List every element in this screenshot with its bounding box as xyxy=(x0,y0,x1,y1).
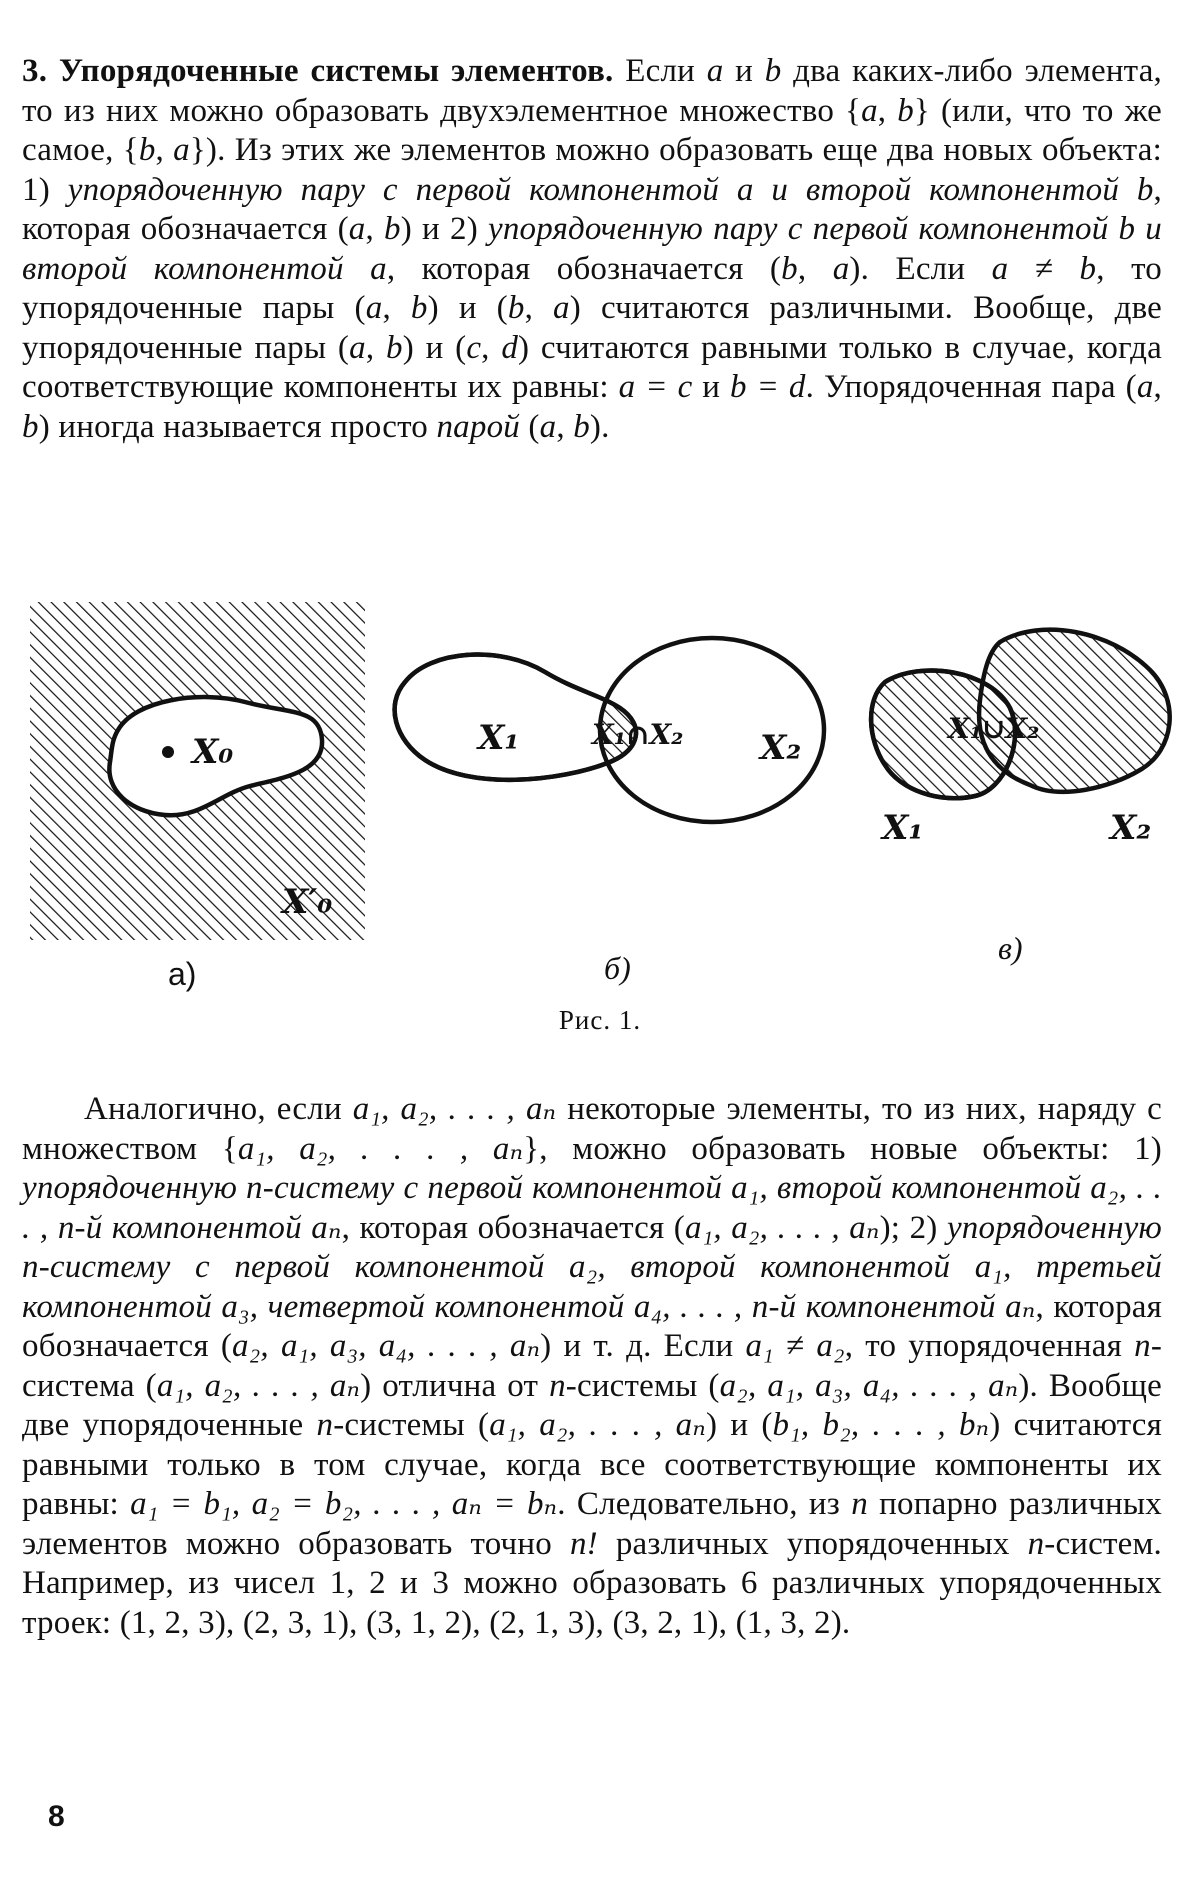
paragraph-2-text-run: ); 2) xyxy=(879,1209,947,1246)
paragraph-2-text-run: упорядоченную n-систему с первой компонентой a₁, второй компонентой a₂, . . . , n-й компонентой aₙ xyxy=(22,1170,1162,1246)
paragraph-1-text-run: a xyxy=(553,290,570,326)
paragraph-2-text-run: a₁, a₂, . . . , aₙ xyxy=(685,1209,880,1246)
label-v-x1: X₁ xyxy=(882,808,924,848)
paragraph-2-text-run: a₁ ≠ a₂ xyxy=(745,1328,845,1364)
paragraph-2-text-run: ). Вообще две упорядоченные xyxy=(22,1367,1162,1443)
paragraph-1-text-run: a xyxy=(1136,369,1154,405)
paragraph-1-text-run: a xyxy=(349,329,366,366)
paragraph-1-text-run: , xyxy=(877,92,898,129)
paragraph-2-text-run: ) считаются равными только в том случае, когда все соответствующие компоненты их равны: xyxy=(22,1407,1163,1522)
paragraph-2-text-run: n! xyxy=(569,1525,598,1562)
paragraph-1-text-run: }). Из этих же элементов можно образовать еще два новых объекта: 1) xyxy=(22,132,1162,208)
paragraph-1-text-run: b = d xyxy=(730,369,806,405)
label-v-union: X₁∪X₂ xyxy=(948,712,1040,745)
paragraph-1-text-run: упорядоченную пару с первой компонентой b и второй компонентой a xyxy=(22,211,1163,287)
paragraph-1-text-run: ( xyxy=(519,408,540,445)
paragraph-2-text-run: n xyxy=(1134,1328,1151,1364)
label-v-x2: X₂ xyxy=(1110,808,1152,848)
paragraph-2-text-run: a₁, a₂, . . . , aₙ xyxy=(237,1130,524,1167)
paragraph-1-text-run: a xyxy=(173,132,190,168)
paragraph-1-text-run: a xyxy=(861,92,878,129)
paragraph-1-text-run: a ≠ b xyxy=(991,250,1097,287)
paragraph-1-text-run: a xyxy=(365,290,383,326)
paragraph-1-text-run: } (или, что то же самое, { xyxy=(22,92,1162,168)
section-heading: Упорядоченные системы элементов. xyxy=(58,53,614,89)
paragraph-1-text-run: . Упорядоченная пара ( xyxy=(805,369,1137,405)
paragraph-2-text-run: . Следовательно, из xyxy=(557,1486,852,1522)
paragraph-1-text-run: ) считаются различными. Вообще, две упорядоченные пары ( xyxy=(22,290,1163,366)
paragraph-2-text-run: a₂, a₁, a₃, a₄, . . . , aₙ xyxy=(719,1367,1019,1404)
paragraph-1-text-run: и xyxy=(692,369,731,405)
paragraph-2-text-run: различных упорядоченных xyxy=(597,1525,1028,1562)
paragraph-2-text-run: попарно различных элементов можно образовать точно xyxy=(22,1486,1162,1562)
paragraph-1-text-run: , xyxy=(797,250,833,287)
paragraph-1-text-run: a xyxy=(348,211,366,247)
paragraph-1-text-run: , которая обозначается ( xyxy=(22,171,1162,247)
paragraph-1-text-run: , xyxy=(155,132,174,168)
paragraph-1-text-run: , xyxy=(365,329,386,366)
paragraph-2-text-run: -системы ( xyxy=(565,1367,720,1404)
point-x0 xyxy=(162,746,174,758)
paragraph-2-text-run: a₁ = b₁, a₂ = b₂, . . . , aₙ = bₙ xyxy=(130,1486,558,1522)
paragraph-1-text-run: b xyxy=(385,329,403,366)
paragraph-1-text-run: b xyxy=(384,211,401,247)
paragraph-2-text-run: b₁, b₂, . . . , bₙ xyxy=(772,1407,990,1443)
paragraph-1-text-run: b xyxy=(781,250,798,287)
paragraph-1-text-run: a xyxy=(539,408,557,445)
paragraph-1-text-run: , xyxy=(556,408,574,445)
paragraph-1-text-run: упорядоченную пару с первой компонентой a и второй компонентой b xyxy=(67,171,1154,208)
paragraph-1-text-run: , которая обозначается ( xyxy=(386,250,782,287)
paragraph-1-text-run: , xyxy=(481,329,502,366)
paragraph-1-text-run: ) и ( xyxy=(427,290,508,326)
paragraph-1-text-run: a xyxy=(706,53,724,89)
paragraph-1-text-run: ). xyxy=(589,408,610,445)
paragraph-1-text-run: b xyxy=(507,290,525,326)
label-b-intersection: X₁∩X₂ xyxy=(592,718,684,751)
paragraph-1-body xyxy=(22,53,1162,445)
page-number: 8 xyxy=(48,1800,65,1833)
paragraph-1-text-run: ). Если xyxy=(849,250,992,287)
paragraph-2-text-run: упорядоченную n-систему с первой компонентой a₂, второй компонентой a₁, третьей компонентой a₃, четвертой компонентой a₄, . . . , n-й компонентой aₙ xyxy=(22,1209,1162,1325)
paragraph-1-text-run: c xyxy=(466,329,482,366)
paragraph-ordered-n-systems xyxy=(22,1090,1162,1643)
paragraph-1-text-run: b xyxy=(410,290,428,326)
paragraph-2-text xyxy=(22,1090,1162,1643)
paragraph-1-text-run: b xyxy=(764,53,782,89)
paragraph-2-text-run: n xyxy=(549,1367,566,1404)
paragraph-2-text-run: a₂, a₁, a₃, a₄, . . . , aₙ xyxy=(232,1328,541,1364)
paragraph-1-text-run: два каких-либо элемента, то из них можно образовать двухэлементное множество { xyxy=(22,53,1162,129)
paragraph-2-text-run: -систем. Например, из чисел 1, 2 и 3 можно образовать 6 различных упорядоченных троек: (1, 2, 3), (2, 3, 1), (3, 1, 2), (2, 1, 3), (3, 2, 1), (1, 3, 2). xyxy=(22,1525,1163,1641)
paragraph-1-text xyxy=(22,52,1162,447)
paragraph-2-text-run: }, можно образовать новые объекты: 1) xyxy=(523,1130,1162,1167)
label-x0: X₀ xyxy=(192,732,234,772)
paragraph-1-text-run: , xyxy=(382,290,411,326)
label-b-x2: X₂ xyxy=(760,728,802,768)
paragraph-2-text-run: a₁, a₂, . . . , aₙ xyxy=(156,1367,361,1404)
paragraph-2-text-run: a₁, a₂, . . . , aₙ xyxy=(352,1091,557,1127)
paragraph-1-text-run: a xyxy=(832,250,850,287)
paragraph-1-text-run: b xyxy=(573,408,590,445)
paragraph-2-text-run: a₁, a₂, . . . , aₙ xyxy=(489,1407,706,1443)
panel-a-label: а) xyxy=(168,956,197,992)
panel-v-label: в) xyxy=(998,930,1023,966)
paragraph-2-text-run: ) отлична от xyxy=(360,1367,550,1404)
paragraph-1-text-run: a = c xyxy=(618,369,693,405)
paragraph-2-text-run: , то упорядоченная xyxy=(844,1328,1135,1364)
paragraph-1-text-run: ) и 2) xyxy=(400,211,488,247)
paragraph-1-text-run: b xyxy=(897,92,914,129)
paragraph-1-text-run: b xyxy=(138,132,156,168)
paragraph-2-text-run: n xyxy=(316,1407,334,1443)
paragraph-2-text-run: , которая обозначается ( xyxy=(341,1209,686,1246)
paragraph-1-text-run: , xyxy=(524,290,554,326)
section-number: 3. xyxy=(22,53,48,89)
paragraph-2-text-run: n xyxy=(1027,1525,1045,1562)
paragraph-1-text-run: ) иногда называется просто xyxy=(38,408,437,445)
label-x0-complement: X′₀ xyxy=(282,882,333,922)
paragraph-2-text-run: n xyxy=(851,1486,868,1522)
paragraph-1-text-run: и xyxy=(723,53,765,89)
paragraph-1-text-run: , xyxy=(365,211,385,247)
paragraph-2-text-run: -система ( xyxy=(22,1328,1163,1404)
paragraph-1-text-run: Если xyxy=(613,53,707,89)
paragraph-2-text-run: некоторые элементы, то из них, наряду с множеством { xyxy=(22,1091,1162,1167)
figure-set-diagrams xyxy=(0,590,1200,1010)
paragraph-ordered-pairs xyxy=(22,52,1162,447)
paragraph-1-text-run: парой xyxy=(436,408,520,445)
paragraph-1-text-run: d xyxy=(501,329,519,366)
label-b-x1: X₁ xyxy=(478,718,520,758)
paragraph-2-text-run: -системы ( xyxy=(333,1407,490,1443)
panel-b-label: б) xyxy=(604,950,631,986)
paragraph-1-text-run: b xyxy=(22,408,39,445)
paragraph-1-text-run: , xyxy=(1153,369,1162,405)
figure-caption: Рис. 1. xyxy=(558,1005,642,1035)
paragraph-2-text-run: ) и т. д. Если xyxy=(540,1328,746,1364)
paragraph-2-text-run: , которая обозначается ( xyxy=(22,1288,1162,1364)
paragraph-2-text-run: ) и ( xyxy=(705,1407,773,1443)
paragraph-1-text-run: , то упорядоченные пары ( xyxy=(22,250,1162,326)
paragraph-1-text-run: ) считаются равными только в случае, когда соответствующие компоненты их равны: xyxy=(22,329,1163,405)
paragraph-1-text-run: ) и ( xyxy=(402,329,467,366)
paragraph-2-text-run: Аналогично, если xyxy=(84,1091,353,1127)
